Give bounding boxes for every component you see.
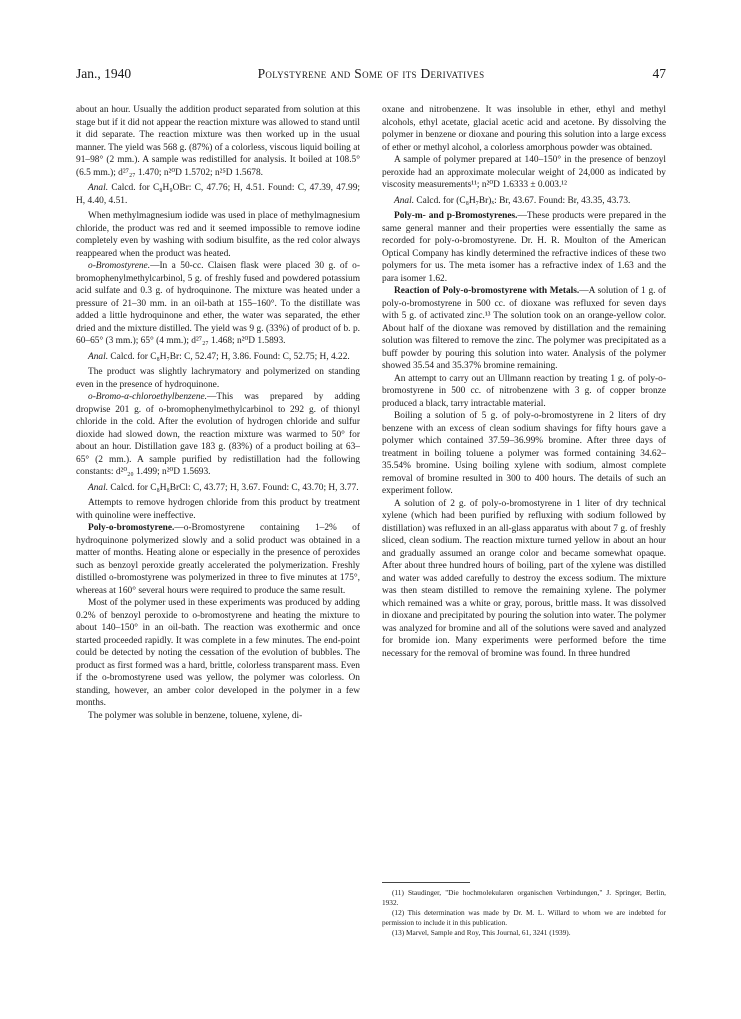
analysis-label: Anal. bbox=[88, 351, 109, 362]
running-title: Polystyrene and Some of its Derivatives bbox=[257, 66, 485, 81]
section-paragraph bbox=[382, 285, 666, 373]
section-text: —These products were prepared in the same general manner and their properties were essentially the same as recorded for poly-o-bromostyrene. Dr. H. R. Moulton of the American Optical Company has kindly determined the refractive indices of these two polymers for us. The meta isomer has a refractive index of 1.63 and the para isomer 1.62. bbox=[382, 211, 666, 284]
footnotes bbox=[382, 888, 666, 938]
right-column bbox=[382, 104, 666, 660]
footnote-divider bbox=[382, 882, 470, 883]
section-heading: Poly-o-bromostyrene. bbox=[88, 523, 175, 533]
paragraph: Boiling a solution of 5 g. of poly-o-bromostyrene in 2 liters of dry benzene with an excess of clean sodium shavings for fifty hours gave a polymer which contained 37.59–36.99% bromine. After three days of treatment in boiling toluene a polymer was formed containing 34.62–35.54% bromine. Using boiling xylene with sodium, almost complete removal of bromine resulted in 300 to 400 hours. The details of such an experiment follow. bbox=[382, 411, 666, 496]
page-number: 47 bbox=[652, 66, 666, 81]
paragraph: Most of the polymer used in these experiments was produced by adding 0.2% of benzoyl peroxide to o-bromostyrene and heating the mixture to about 140–150° in an oil-bath. The reaction was exothermic and once started proceeded rapidly. It was complete in a few minutes. The end-point could be detected by noting the cessation of the evolution of bubbles. The product as first formed was a hard, brittle, colorless transparent mass. Even if the o-bromostyrene used was yellow, the polymer was colorless. On standing, however, an amber color developed in the polymer in a few months. bbox=[76, 598, 360, 708]
left-column bbox=[76, 104, 360, 722]
paragraph: A sample of polymer prepared at 140–150° in the presence of benzoyl peroxide had an approximate molecular weight of 24,000 as indicated by viscosity measurements¹¹; n²⁰D 1.6333 ± 0.003.¹² bbox=[382, 155, 666, 190]
section-paragraph bbox=[76, 260, 360, 348]
paragraph: An attempt to carry out an Ullmann reaction by treating 1 g. of poly-o-bromostyrene in 500 cc. of nitrobenzene with 3 g. of copper bronze produced a black, tarry intractable material. bbox=[382, 373, 666, 409]
section-text: —This was prepared by adding dropwise 201 g. of o-bromophenylmethylcarbinol to 292 g. of thionyl chloride in the cold. After the evolution of hydrogen chloride and sulfur dioxide had slowed down, the reaction mixture was warmed to 50° for about an hour. Distillation gave 183 g. (83%) of a product boiling at 63–65° (2 mm.). A sample purified by redistillation had the following constants: d²⁰₂₀ 1.499; n²⁰D 1.5693. bbox=[76, 392, 360, 477]
section-text: —A solution of 1 g. of poly-o-bromostyrene in 500 cc. of dioxane was refluxed for seven days with 5 g. of activated zinc.¹³ The solution took on an orange-yellow color. About half of the dioxane was removed by distillation and the remaining solution was filtered to remove the zinc. The polymer was precipitated as a buff powder by pouring this solution into water. Analysis of the polymer showed 35.54 and 35.37% bromine remaining. bbox=[382, 286, 666, 371]
section-heading: o-Bromo-α-chloroethylbenzene. bbox=[88, 392, 208, 402]
paragraph: oxane and nitrobenzene. It was insoluble in ether, ethyl and methyl alcohols, ethyl acetate, glacial acetic acid and acetone. By dissolving the polymer in benzene or dioxane and pouring this solution into a large excess of ether or methyl alcohol, a colorless amorphous powder was obtained. bbox=[382, 105, 666, 153]
analysis-paragraph bbox=[382, 195, 666, 208]
paragraph: When methylmagnesium iodide was used in place of methylmagnesium chloride, the product was red and it seemed impossible to remove iodine completely even by washing with sodium bisulfite, as the red color always reappeared when the product was heated. bbox=[76, 211, 360, 259]
paragraph: The product was slightly lachrymatory and polymerized on standing even in the presence of hydroquinone. bbox=[76, 367, 360, 390]
footnote-13: (13) Marvel, Sample and Roy, This Journal, 61, 3241 (1939). bbox=[392, 928, 571, 937]
footnote-11: (11) Staudinger, "Die hochmolekularen organischen Verbindungen," J. Springer, Berlin, 1932. bbox=[382, 888, 666, 907]
analysis-text: Calcd. for C₈H₇Br: C, 52.47; H, 3.86. Found: C, 52.75; H, 4.22. bbox=[110, 351, 350, 362]
paragraph: The polymer was soluble in benzene, toluene, xylene, di- bbox=[88, 710, 303, 721]
analysis-text: Calcd. for C₈H₉OBr: C, 47.76; H, 4.51. Found: C, 47.39, 47.99; H, 4.40, 4.51. bbox=[76, 183, 360, 206]
analysis-paragraph bbox=[76, 182, 360, 207]
analysis-paragraph bbox=[76, 482, 360, 495]
footnote-12: (12) This determination was made by Dr. M. L. Willard to whom we are indebted for permission to include it in this publication. bbox=[382, 908, 666, 927]
analysis-text: Calcd. for C₈H₈BrCl: C, 43.77; H, 3.67. Found: C, 43.70; H, 3.77. bbox=[110, 482, 359, 493]
analysis-paragraph bbox=[76, 351, 360, 364]
section-text: —o-Bromostyrene containing 1–2% of hydroquinone polymerized slowly and a solid product was obtained in a matter of months. Heating alone or especially in the presence of peroxides such as benzoyl peroxide greatly accelerated the polymerization. Freshly distilled o-bromostyrene was polymerized in three to five minutes at 175°, whereas at 160° several hours were required to produce the same result. bbox=[76, 523, 360, 596]
section-paragraph bbox=[76, 522, 360, 597]
section-paragraph bbox=[382, 210, 666, 285]
analysis-label: Anal. bbox=[88, 183, 109, 193]
issue-date: Jan., 1940 bbox=[76, 66, 132, 81]
paragraph: about an hour. Usually the addition product separated from solution at this stage but if it did not appear the reaction mixture was allowed to stand until it did separate. The reaction mixture was then worked up in the usual manner. The yield was 568 g. (87%) of a colorless, viscous liquid boiling at 91–98° (2 mm.). A sample was redistilled for analysis. It boiled at 108.5° (6.5 mm.); d²⁷₂₇ 1.470; n²⁰D 1.5702; n²⁵D 1.5678. bbox=[76, 105, 360, 178]
section-paragraph bbox=[76, 391, 360, 479]
section-heading: Reaction of Poly-o-bromostyrene with Metals. bbox=[394, 286, 580, 296]
analysis-label: Anal. bbox=[394, 195, 415, 206]
section-text: —In a 50-cc. Claisen flask were placed 30 g. of o-bromophenylmethylcarbinol, 5 g. of freshly fused and powdered potassium acid sulfate and 0.3 g. of hydroquinone. The mixture was heated under a pressure of 21–30 mm. in an oil-bath at 155–160°. To the distillate was added a little hydroquinone and ether, the water was separated, the ether dried and the mixture distilled. The yield was 9 g. (33%) of product of b. p. 60–65° (3 mm.); 65° (4 mm.); d²⁷₂₇ 1.468; n²⁰D 1.5893. bbox=[76, 261, 360, 346]
paragraph: Attempts to remove hydrogen chloride from this product by treatment with quinoline were ineffective. bbox=[76, 498, 360, 521]
section-heading: o-Bromostyrene. bbox=[88, 261, 151, 271]
paragraph: A solution of 2 g. of poly-o-bromostyrene in 1 liter of dry technical xylene (which had been purified by refluxing with sodium followed by distillation) was refluxed in an all-glass apparatus with about 7 g. of freshly sliced, clean sodium. The reaction mixture turned yellow in about an hour and gradually assumed an orange color and became somewhat opaque. After about three hundred hours of boiling, part of the xylene was distilled and water was added carefully to destroy the excess sodium. The mixture was then steam distilled to remove the remaining xylene. The polymer which remained was a white or gray, porous, brittle mass. It was dissolved in dioxane and precipitated by pouring the solution into water. The polymer was analyzed for bromine and all of the solutions were saved and analyzed for bromide ion. Many experiments were performed before the time necessary for the removal of bromine was found. In three hundred bbox=[382, 498, 666, 659]
analysis-label: Anal. bbox=[88, 482, 109, 493]
section-heading: Poly-m- and p-Bromostyrenes. bbox=[394, 211, 518, 221]
analysis-text: Calcd. for (C₈H₇Br)ₓ: Br, 43.67. Found: Br, 43.35, 43.73. bbox=[416, 195, 631, 206]
running-head bbox=[76, 66, 666, 86]
